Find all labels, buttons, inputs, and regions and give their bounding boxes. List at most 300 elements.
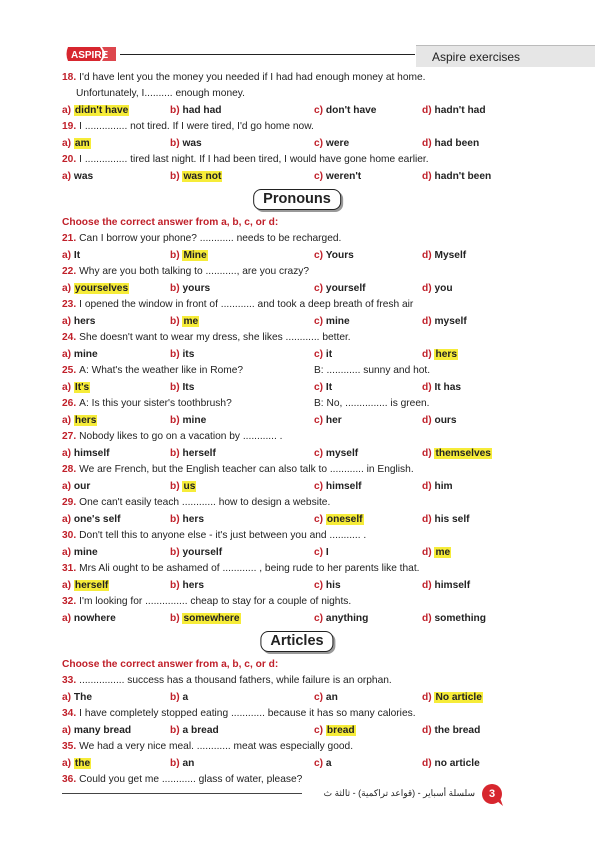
option-b[interactable] (170, 445, 216, 462)
question-number: 19. (62, 121, 77, 132)
option-a[interactable] (62, 577, 109, 594)
option-b[interactable] (170, 102, 222, 119)
option-letter: b) (170, 105, 180, 116)
option-letter: b) (170, 283, 180, 294)
option-c[interactable] (314, 346, 332, 363)
option-text: a bread (182, 725, 219, 736)
question-line: Don't tell this to anyone else - it's just between you and ........... . (79, 530, 367, 541)
option-text-correct: yourselves (74, 283, 129, 294)
question-number: 27. (62, 431, 77, 442)
option-c[interactable] (314, 689, 338, 706)
question-line: I opened the window in front of ............ and took a deep breath of fresh air (79, 299, 414, 310)
option-text-correct: hers (74, 415, 97, 426)
footer-series-title: سلسلة أسباير - (قواعد تراكمية) - ثالثة ث (323, 788, 475, 798)
question-number: 18. (62, 72, 77, 83)
option-b[interactable] (170, 610, 241, 627)
question-number: 29. (62, 497, 77, 508)
option-b[interactable] (170, 135, 202, 152)
option-text: It has (434, 382, 462, 393)
option-letter: a) (62, 758, 72, 769)
option-text: himself (434, 580, 471, 591)
option-d[interactable] (422, 313, 467, 330)
question-text (62, 495, 532, 511)
question-26 (62, 396, 532, 429)
option-text: Its (182, 382, 195, 393)
question-line: I ............... not tired. If I were tired, I'd go home now. (79, 121, 314, 132)
option-d[interactable] (422, 168, 491, 185)
question-line-b: B: No, ............... is green. (314, 398, 430, 409)
option-b[interactable] (170, 412, 206, 429)
option-letter: d) (422, 382, 432, 393)
option-letter: d) (422, 415, 432, 426)
option-a[interactable] (62, 722, 131, 739)
option-b[interactable] (170, 511, 204, 528)
option-letter: c) (314, 758, 324, 769)
option-text: It (325, 382, 333, 393)
option-letter: b) (170, 725, 180, 736)
option-a[interactable] (62, 610, 116, 627)
question-number: 30. (62, 530, 77, 541)
option-text: many bread (73, 725, 132, 736)
option-d[interactable] (422, 379, 461, 396)
section-heading-articles (62, 627, 532, 657)
option-letter: d) (422, 171, 432, 182)
option-b[interactable] (170, 346, 194, 363)
option-c[interactable] (314, 478, 362, 495)
option-letter: a) (62, 448, 72, 459)
option-b[interactable] (170, 280, 210, 297)
option-letter: b) (170, 382, 180, 393)
option-letter: a) (62, 547, 72, 558)
question-text (62, 152, 532, 168)
question-line: I have completely stopped eating ............ because it has so many calories. (79, 708, 416, 719)
option-text: our (73, 481, 91, 492)
option-text: an (325, 692, 338, 703)
section-heading-pronouns (62, 185, 532, 215)
question-text (62, 706, 532, 722)
page-number: 3 (488, 788, 496, 800)
option-text: myself (434, 316, 467, 327)
option-text: had been (434, 138, 480, 149)
option-letter: d) (422, 692, 432, 703)
option-a[interactable] (62, 511, 121, 528)
option-text: herself (182, 448, 216, 459)
option-c[interactable] (314, 280, 366, 297)
question-number: 26. (62, 398, 77, 409)
option-letter: b) (170, 171, 180, 182)
option-text-correct: the (74, 758, 91, 769)
option-letter: a) (62, 725, 72, 736)
answer-options (62, 610, 532, 627)
option-d[interactable] (422, 610, 486, 627)
option-letter: b) (170, 758, 180, 769)
option-letter: c) (314, 580, 324, 591)
question-24 (62, 330, 532, 363)
option-letter: c) (314, 105, 324, 116)
option-b[interactable] (170, 755, 194, 772)
option-c[interactable] (314, 755, 332, 772)
question-text (62, 297, 532, 313)
question-text (62, 594, 532, 610)
option-letter: a) (62, 105, 72, 116)
question-text (62, 231, 532, 247)
option-a[interactable] (62, 379, 90, 396)
option-text: an (182, 758, 195, 769)
option-letter: a) (62, 692, 72, 703)
option-letter: a) (62, 580, 72, 591)
option-text: him (434, 481, 453, 492)
option-text: Yours (325, 250, 354, 261)
option-d[interactable] (422, 280, 453, 297)
option-letter: d) (422, 138, 432, 149)
option-letter: c) (314, 138, 324, 149)
option-b[interactable] (170, 544, 222, 561)
option-d[interactable] (422, 478, 453, 495)
option-text: its (182, 349, 195, 360)
option-letter: b) (170, 138, 180, 149)
option-text: Myself (434, 250, 467, 261)
option-text: weren't (325, 171, 362, 182)
question-number: 22. (62, 266, 77, 277)
option-text-correct: was not (183, 171, 222, 182)
question-18 (62, 70, 532, 119)
question-line: ................ success has a thousand fathers, while failure is an orphan. (79, 675, 392, 686)
option-c[interactable] (314, 610, 368, 627)
option-text-correct: hers (435, 349, 457, 360)
question-19 (62, 119, 532, 152)
option-letter: a) (62, 138, 72, 149)
exercise-content (62, 70, 532, 788)
option-text-correct: No article (435, 692, 482, 703)
option-letter: b) (170, 692, 180, 703)
question-text (62, 119, 532, 135)
option-c[interactable] (314, 168, 361, 185)
option-a[interactable] (62, 280, 129, 297)
question-line: Mrs Ali ought to be ashamed of ............ , being rude to her parents like that. (79, 563, 420, 574)
option-c[interactable] (314, 102, 376, 119)
option-letter: d) (422, 613, 432, 624)
option-letter: d) (422, 725, 432, 736)
question-text (62, 330, 532, 346)
option-letter: c) (314, 250, 324, 261)
option-letter: b) (170, 316, 180, 327)
option-letter: d) (422, 283, 432, 294)
question-number: 20. (62, 154, 77, 165)
option-text: ours (434, 415, 457, 426)
question-35 (62, 739, 532, 772)
answer-options (62, 689, 532, 706)
option-a[interactable] (62, 689, 92, 706)
option-a[interactable] (62, 135, 91, 152)
option-b[interactable] (170, 247, 208, 264)
option-text: was (73, 171, 94, 182)
option-a[interactable] (62, 102, 129, 119)
option-b[interactable] (170, 379, 194, 396)
option-letter: d) (422, 580, 432, 591)
option-letter: b) (170, 415, 180, 426)
option-d[interactable] (422, 722, 480, 739)
option-letter: a) (62, 481, 72, 492)
answer-options (62, 135, 532, 152)
option-letter: a) (62, 250, 72, 261)
section-title: Pronouns (253, 189, 341, 210)
question-number: 32. (62, 596, 77, 607)
option-text: were (325, 138, 350, 149)
answer-options (62, 313, 532, 330)
question-line: We are French, but the English teacher can also talk to ............ in English. (79, 464, 414, 475)
option-d[interactable] (422, 755, 480, 772)
aspire-logo (64, 44, 118, 64)
question-23 (62, 297, 532, 330)
option-a[interactable] (62, 478, 90, 495)
option-letter: d) (422, 481, 432, 492)
question-text (62, 70, 532, 86)
option-text: had had (182, 105, 222, 116)
answer-options (62, 379, 532, 396)
option-text: hadn't had (434, 105, 486, 116)
answer-options (62, 102, 532, 119)
option-c[interactable] (314, 445, 358, 462)
option-d[interactable] (422, 247, 466, 264)
option-b[interactable] (170, 722, 219, 739)
option-letter: c) (314, 448, 324, 459)
question-line: Why are you both talking to ..........., are you crazy? (79, 266, 310, 277)
page-number-badge (481, 783, 505, 805)
question-30 (62, 528, 532, 561)
option-text: something (434, 613, 486, 624)
question-31 (62, 561, 532, 594)
question-line: I'm looking for ............... cheap to stay for a couple of nights. (79, 596, 352, 607)
option-c[interactable] (314, 577, 341, 594)
option-text: her (325, 415, 342, 426)
option-c[interactable] (314, 135, 349, 152)
option-text-correct: me (435, 547, 451, 558)
question-28 (62, 462, 532, 495)
option-letter: a) (62, 316, 72, 327)
option-text: It (73, 250, 81, 261)
question-text (62, 462, 532, 478)
question-number: 34. (62, 708, 77, 719)
instructions: Choose the correct answer from a, b, c, or d: (62, 217, 279, 228)
option-text: yourself (325, 283, 366, 294)
question-text (62, 429, 532, 445)
option-text: no article (434, 758, 480, 769)
option-letter: b) (170, 580, 180, 591)
question-number: 21. (62, 233, 77, 244)
option-letter: c) (314, 171, 324, 182)
option-text: his self (434, 514, 470, 525)
question-line: Unfortunately, I.......... enough money. (76, 88, 245, 99)
option-d[interactable] (422, 102, 486, 119)
page-header (0, 0, 595, 70)
option-c[interactable] (314, 544, 329, 561)
question-line-a: A: What's the weather like in Rome? (79, 365, 244, 376)
option-b[interactable] (170, 168, 222, 185)
option-text-correct: somewhere (183, 613, 240, 624)
option-letter: b) (170, 514, 180, 525)
option-b[interactable] (170, 577, 204, 594)
option-text-correct: me (183, 316, 199, 327)
option-a[interactable] (62, 313, 95, 330)
option-letter: d) (422, 316, 432, 327)
section-title: Articles (260, 631, 333, 652)
svg-text:ASPIRE: ASPIRE (71, 50, 109, 61)
footer-rule (62, 793, 302, 794)
option-b[interactable] (170, 689, 188, 706)
option-text: don't have (325, 105, 377, 116)
option-c[interactable] (314, 247, 354, 264)
question-text (62, 528, 532, 544)
option-letter: a) (62, 613, 72, 624)
option-text: yourself (182, 547, 223, 558)
question-text (62, 739, 532, 755)
option-letter: c) (314, 481, 324, 492)
question-line: She doesn't want to wear my dress, she likes ............ better. (79, 332, 351, 343)
answer-options (62, 168, 532, 185)
question-33 (62, 673, 532, 706)
option-a[interactable] (62, 346, 98, 363)
question-line: We had a very nice meal. ............ meat was especially good. (79, 741, 354, 752)
option-text: it (325, 349, 333, 360)
option-letter: a) (62, 382, 72, 393)
option-d[interactable] (422, 544, 451, 561)
option-text: myself (325, 448, 359, 459)
question-21 (62, 231, 532, 264)
option-letter: c) (314, 316, 324, 327)
option-letter: b) (170, 448, 180, 459)
option-letter: b) (170, 250, 180, 261)
question-27 (62, 429, 532, 462)
option-text: himself (73, 448, 110, 459)
option-letter: b) (170, 349, 180, 360)
option-text: anything (325, 613, 369, 624)
option-d[interactable] (422, 577, 470, 594)
option-letter: c) (314, 692, 324, 703)
question-22 (62, 264, 532, 297)
option-d[interactable] (422, 412, 457, 429)
option-text: mine (73, 547, 98, 558)
option-c[interactable] (314, 722, 356, 739)
question-line: Nobody likes to go on a vacation by ............ . (79, 431, 283, 442)
option-text: nowhere (73, 613, 116, 624)
question-text (62, 673, 532, 689)
option-letter: c) (314, 382, 324, 393)
answer-options (62, 412, 532, 429)
answer-options (62, 346, 532, 363)
option-text: hers (182, 580, 204, 591)
option-d[interactable] (422, 689, 483, 706)
option-letter: c) (314, 725, 324, 736)
question-text (62, 264, 532, 280)
question-number: 24. (62, 332, 77, 343)
question-25 (62, 363, 532, 396)
option-d[interactable] (422, 135, 479, 152)
question-line: One can't easily teach ............ how to design a website. (79, 497, 331, 508)
header-title: Aspire exercises (416, 45, 595, 67)
question-number: 35. (62, 741, 77, 752)
option-a[interactable] (62, 755, 91, 772)
option-c[interactable] (314, 511, 364, 528)
option-b[interactable] (170, 478, 196, 495)
option-d[interactable] (422, 445, 492, 462)
option-text-correct: oneself (326, 514, 363, 525)
option-b[interactable] (170, 313, 199, 330)
option-letter: c) (314, 547, 324, 558)
answer-options (62, 577, 532, 594)
question-line-b: B: ............ sunny and hot. (314, 365, 431, 376)
option-letter: a) (62, 349, 72, 360)
option-text: one's self (73, 514, 121, 525)
option-text: his (325, 580, 341, 591)
option-letter: d) (422, 547, 432, 558)
option-a[interactable] (62, 247, 80, 264)
option-d[interactable] (422, 511, 470, 528)
option-letter: c) (314, 283, 324, 294)
question-text (62, 396, 532, 412)
option-text-correct: am (74, 138, 90, 149)
option-text: mine (325, 316, 350, 327)
question-20 (62, 152, 532, 185)
option-letter: d) (422, 514, 432, 525)
question-number: 25. (62, 365, 77, 376)
answer-options (62, 247, 532, 264)
question-32 (62, 594, 532, 627)
option-c[interactable] (314, 379, 332, 396)
option-text: hers (182, 514, 204, 525)
question-number: 36. (62, 774, 77, 785)
option-a[interactable] (62, 445, 110, 462)
option-letter: a) (62, 171, 72, 182)
question-line: I'd have lent you the money you needed if I had had enough money at home. (79, 72, 426, 83)
option-letter: d) (422, 349, 432, 360)
option-letter: c) (314, 613, 324, 624)
option-text: was (182, 138, 202, 149)
answer-options (62, 544, 532, 561)
option-text-correct: us (183, 481, 196, 492)
answer-options (62, 722, 532, 739)
option-letter: c) (314, 349, 324, 360)
option-text: yours (182, 283, 211, 294)
answer-options (62, 280, 532, 297)
header-rule (120, 54, 415, 55)
question-29 (62, 495, 532, 528)
option-text-correct: Mine (183, 250, 207, 261)
option-a[interactable] (62, 168, 93, 185)
option-letter: d) (422, 448, 432, 459)
option-c[interactable] (314, 313, 350, 330)
option-letter: b) (170, 547, 180, 558)
option-text: a (325, 758, 332, 769)
option-a[interactable] (62, 544, 98, 561)
option-letter: a) (62, 415, 72, 426)
option-text: mine (182, 415, 207, 426)
question-line: I ............... tired last night. If I had been tired, I would have gone home earlier. (79, 154, 429, 165)
question-34 (62, 706, 532, 739)
option-text-correct: bread (326, 725, 355, 736)
option-letter: b) (170, 613, 180, 624)
question-line-a: A: Is this your sister's toothbrush? (79, 398, 232, 409)
option-d[interactable] (422, 346, 458, 363)
option-a[interactable] (62, 412, 97, 429)
answer-options (62, 445, 532, 462)
option-c[interactable] (314, 412, 342, 429)
option-text: you (434, 283, 453, 294)
question-number: 23. (62, 299, 77, 310)
option-text: hadn't been (434, 171, 492, 182)
option-text: The (73, 692, 93, 703)
option-text: I (325, 547, 329, 558)
option-text-correct: herself (74, 580, 109, 591)
